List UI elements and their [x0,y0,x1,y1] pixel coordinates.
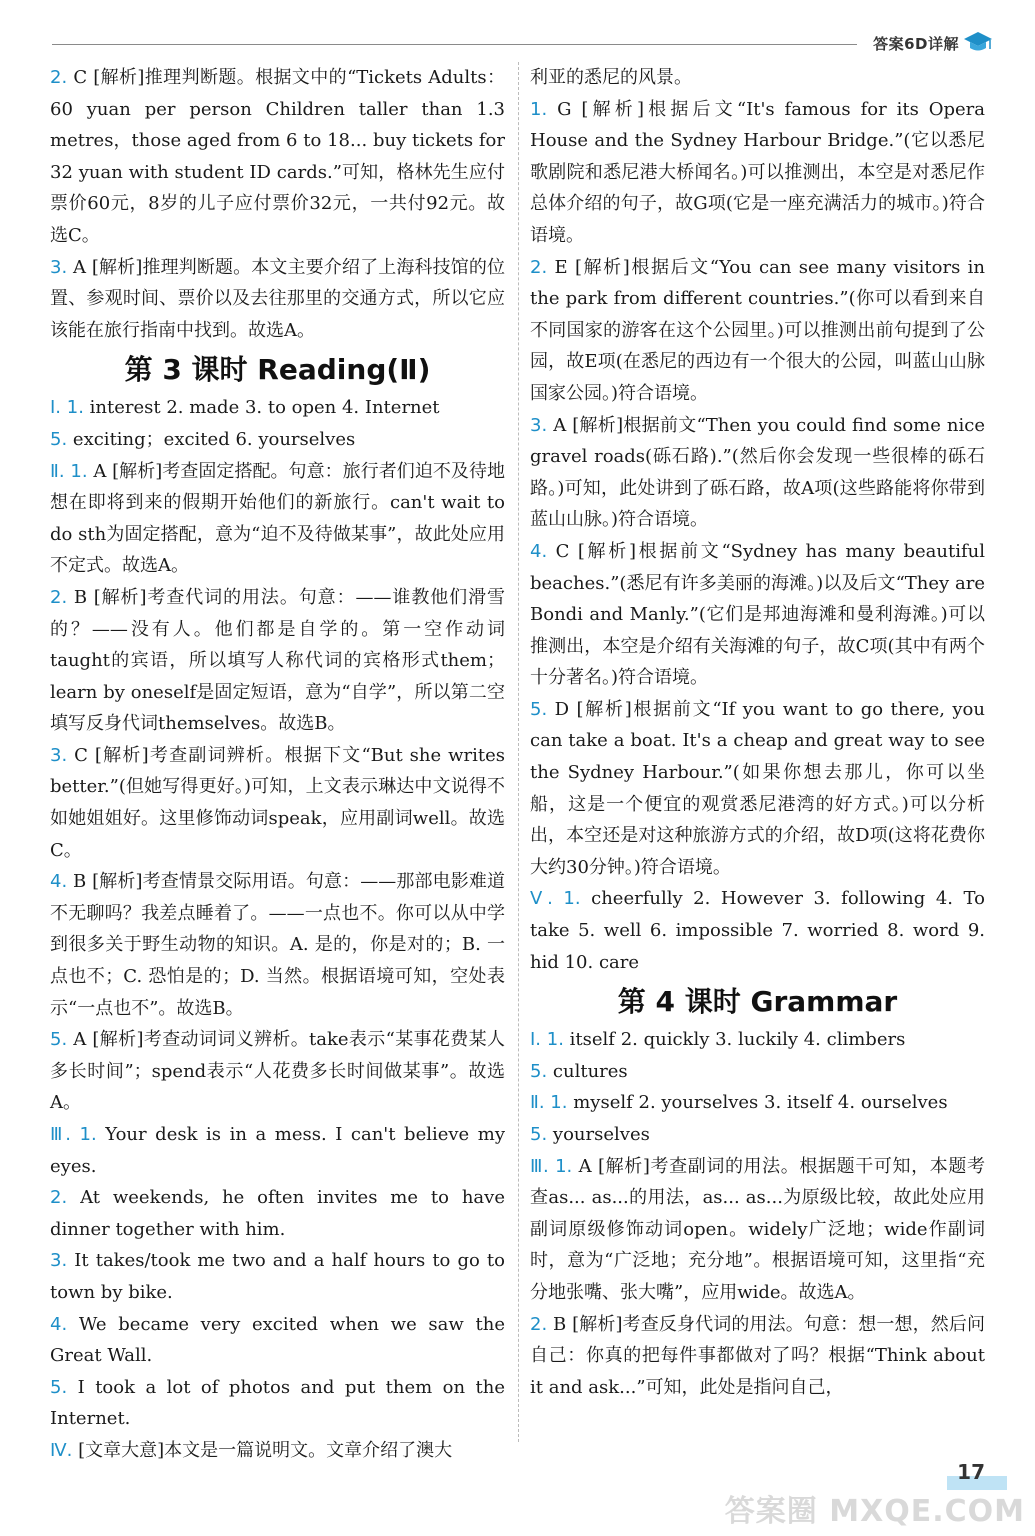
item-number: 2. [50,67,68,88]
answer-item [530,694,985,884]
page-number: 17 [957,1460,985,1484]
item-text: I took a lot of photos and put them on the Internet. [50,1376,505,1430]
item-text: It takes/took me two and a half hours to go to town by bike. [50,1250,505,1303]
answer-item [530,1309,985,1404]
item-text: myself 2. yourselves 3. itself 4. ourselves [573,1092,948,1114]
item-text: B [解析]考查代词的用法。句意：——谁教他们滑雪的？——没有人。他们都是自学的。第一空作动词taught的宾语，所以填写人称代词的宾格形式them；learn by oneself是固定短语，意为“自学”，所以第二空填写反身代词themselves。故选B。 [50,586,505,735]
item-number: 5. [530,698,548,720]
item-text: B [解析]考查反身代词的用法。句意：想一想，然后问自己：你真的把每件事都做对了吗？根据“Think about it and ask...”可知，此处是指问自己， [530,1313,985,1398]
item-number: 5. [50,428,68,450]
answer-item [50,1024,505,1119]
lesson-heading: 第 3 课时 Reading(Ⅱ) [124,353,431,387]
item-number: 2. [530,256,548,278]
item-number: 2. [50,586,68,608]
answer-item [50,1119,505,1182]
answer-item [530,1056,985,1088]
answer-item [530,883,985,978]
left-column [50,62,505,1467]
item-number: 4. [50,1313,68,1335]
answer-item [530,1119,985,1151]
item-text: A [解析]考查动词词义辨析。take表示“某事花费某人多长时间”；spend表示“人花费多长时间做某事”。故选A。 [50,1029,505,1114]
graduation-cap-icon [963,30,993,54]
item-number: 1. [530,98,548,120]
answer-item [530,1024,985,1056]
answer-item [50,252,505,347]
item-text: Your desk is in a mess. I can't believe my eyes. [50,1124,505,1177]
answer-item [530,1151,985,1309]
answer-item [530,94,985,252]
answer-item [50,392,505,424]
item-number: 5. [50,1376,68,1398]
header-label: 答案6D详解 [873,35,959,53]
item-number: 3. [50,1250,68,1272]
item-number: 5. [530,1060,548,1082]
item-number: 5. [50,1029,68,1051]
item-number: Ⅴ. 1. [530,888,581,910]
item-text: E [解析]根据后文“You can see many visitors in the park from different countries.”(你可以看到来自不同国家的游客在这个公园里。)可以推测出前句提到了公园，故E项(在悉尼的西边有一个很大的公园，叫蓝山山脉国家公园。)符合语境。 [530,256,985,404]
item-number: Ⅲ. 1. [530,1155,573,1177]
answer-item [50,62,505,252]
item-text: C [解析]根据前文“Sydney has many beautiful beaches.”(悉尼有许多美丽的海滩。)以及后文“They are Bondi and Manly.”(它们是邦迪海滩和曼利海滩。)可以推测出，本空是介绍有关海滩的句子，故C项(其中有两个十分著名。)符合语境。 [530,540,985,689]
answer-item [530,1087,985,1119]
answer-item [530,410,985,536]
answer-item [50,1182,505,1245]
item-text: interest 2. made 3. to open 4. Internet [89,397,440,419]
item-number: Ⅱ. 1. [50,460,88,482]
right-column [530,62,985,1403]
item-text: cultures [552,1060,628,1082]
header-rule [52,44,857,45]
answer-item [50,740,505,866]
item-text: itself 2. quickly 3. luckily 4. climbers [569,1029,906,1051]
item-text: D [解析]根据前文“If you want to go there, you can take a boat. It's a cheap and great way to see the Sydney Harbour.”(如果你想去那儿，你可以坐船，这是一个便宜的观赏悉尼港湾的好方式。)可以分析出，本空还是对这种旅游方式的介绍，故D项(这将花费你大约30分钟。)符合语境。 [530,698,985,878]
answer-item [50,1435,505,1467]
page-header [52,28,1007,56]
answer-item [50,1245,505,1308]
answer-item [50,1309,505,1372]
item-number: 2. [530,1313,548,1335]
answer-item [50,456,505,582]
item-number: Ⅲ. 1. [50,1124,97,1145]
item-number: 3. [50,744,68,766]
answer-item [530,536,985,694]
item-text: 利亚的悉尼的风景。 [530,67,692,88]
item-text: G [解析]根据后文“It's famous for its Opera House and the Sydney Harbour Bridge.”(它以悉尼歌剧院和悉尼港大桥闻名。)可以推测出，本空是对悉尼作总体介绍的句子，故G项(它是一座充满活力的城市。)符合语境。 [530,98,985,246]
item-number: 4. [530,540,548,562]
item-text: We became very excited when we saw the Great Wall. [50,1313,505,1367]
item-text: yourselves [552,1124,650,1145]
lesson-heading: 第 4 课时 Grammar [617,985,898,1019]
item-text: A [解析]根据前文“Then you could find some nice gravel roads(砾石路).”(然后你会发现一些很棒的砾石路。)可知，此处讲到了砾石路，故A项(这些路能将你带到蓝山山脉。)符合语境。 [530,414,985,531]
answer-item [50,866,505,1024]
item-text: A [解析]考查固定搭配。句意：旅行者们迫不及待地想在即将到来的假期开始他们的新旅行。can't wait to do sth为固定搭配，意为“迫不及待做某事”，故此处应用不定式。故选A。 [50,460,505,577]
item-text: B [解析]考查情景交际用语。句意：——那部电影难道不无聊吗？我差点睡着了。——一点也不。你可以从中学到很多关于野生动物的知识。A. 是的，你是对的；B. 一点也不；C. 恐怕是的；D. 当然。根据语境可知，空处表示“一点也不”。故选B。 [50,871,505,1019]
item-text: A [解析]推理判断题。本文主要介绍了上海科技馆的位置、参观时间、票价以及去往那里的交通方式，所以它应该能在旅行指南中找到。故选A。 [50,256,505,341]
item-text: [文章大意]本文是一篇说明文。文章介绍了澳大 [78,1439,453,1461]
column-divider [518,62,519,1442]
item-text: exciting；excited 6. yourselves [72,428,356,450]
item-text: A [解析]考查副词的用法。根据题干可知，本题考查as... as...的用法，as... as...为原级比较，故此处应用副词原级修饰动词open。widely广泛地；wide作副词时，意为“广泛地；充分地”。根据语境可知，这里指“充分地张嘴、张大嘴”，应用wide。故选A。 [530,1155,985,1303]
item-number: Ⅳ. [50,1439,73,1461]
answer-item [530,62,985,94]
answer-item [50,1372,505,1435]
answer-item [50,424,505,456]
item-number: Ⅱ. 1. [530,1092,568,1114]
item-text: At weekends, he often invites me to have dinner together with him. [50,1187,505,1240]
item-number: 3. [50,256,68,278]
item-number: 5. [530,1124,548,1145]
item-text: C [解析]考查副词辨析。根据下文“But she writes better.”(但她写得更好。)可知，上文表示琳达中文说得不如她姐姐好。这里修饰动词speak，应用副词well。故选C。 [50,744,505,861]
watermark: 答案圈 MXQE.COM [724,1494,1025,1529]
item-number: Ⅰ. 1. [50,397,84,419]
answer-item [50,582,505,740]
item-number: Ⅰ. 1. [530,1029,564,1051]
item-number: 4. [50,871,68,893]
item-text: cheerfully 2. However 3. following 4. To take 5. well 6. impossible 7. worried 8. word 9. hid 10. care [530,888,985,973]
item-text: C [解析]推理判断题。根据文中的“Tickets Adults：60 yuan per person Children taller than 1.3 metres，those aged from 6 to 18... buy tickets for 32 yuan with student ID cards.”可知，格林先生应付票价60元，8岁的儿子应付票价32元，一共付92元。故选C。 [50,67,505,246]
item-number: 3. [530,414,548,436]
answer-item [530,252,985,410]
item-number: 2. [50,1187,68,1209]
